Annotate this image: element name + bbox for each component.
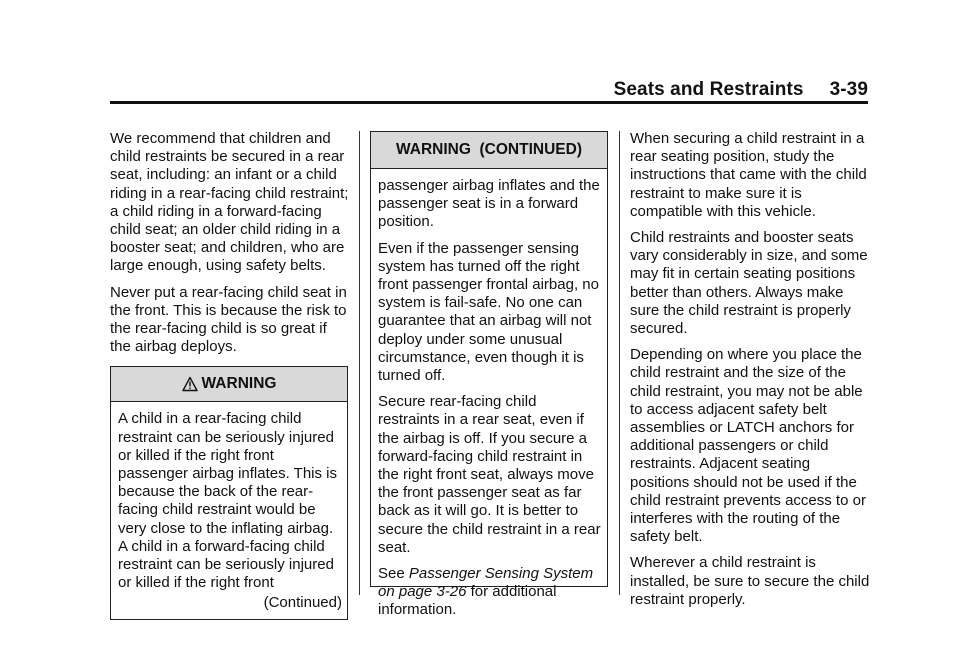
paragraph-secure-properly: Wherever a child restraint is installed, be sure to secure the child restraint properly. xyxy=(630,554,870,608)
paragraph-adjacent-positions: Depending on where you place the child restraint and the size of the child restraint, you may not be able to access adjacent safety belt assemblies or LATCH anchors for additional passengers or child restraints. Adjacent seating positions should not be used if the child restraint prevents access to or interferes with the routing of the safety belt. xyxy=(630,346,866,546)
warning-continued: (Continued) xyxy=(263,594,342,612)
warning-triangle-icon xyxy=(182,376,198,392)
warning-continued-body xyxy=(371,169,607,634)
column-1 xyxy=(110,130,350,620)
warning-body xyxy=(111,402,347,618)
warning-text: A child in a rear-facing child restraint can be seriously injured or killed if the right front passenger airbag inflates. This is because the back of the rear-facing child restraint would be very close to the inflating airbag. A child in a forward-facing child restraint can be seriously injured or killed if the right front xyxy=(118,410,338,592)
warning-paragraph-3: Secure rear-facing child restraints in a rear seat, even if the airbag is off. If you secure a forward-facing child restraint in the right front seat, always move the front passenger seat as far back as it will go. It is better to secure the child restraint in a rear seat. xyxy=(378,393,601,556)
column-divider-1 xyxy=(359,131,360,595)
cross-reference-link[interactable]: Passenger Sensing System on page 3-26 xyxy=(378,565,594,601)
see-tail-text: for additional information. xyxy=(378,583,557,619)
warning-paragraph-4 xyxy=(378,565,601,620)
warning-continued-title: WARNING (CONTINUED) xyxy=(396,140,582,158)
warning-paragraph-2: Even if the passenger sensing system has turned off the right front passenger frontal airbag, no system is fail-safe. No one can guarantee that an airbag will not deploy under some unusual circumstance, even though it is turned off. xyxy=(378,239,599,385)
column-3 xyxy=(630,130,870,617)
page-header xyxy=(0,0,960,105)
warning-paragraph-1: passenger airbag inflates and the passenger seat is in a forward position. xyxy=(378,177,600,231)
warning-header xyxy=(111,367,347,402)
paragraph-rear-seating: When securing a child restraint in a rear seating position, study the instructions that came with the child restraint to make sure it is compatible with this vehicle. xyxy=(630,130,867,220)
warning-continued-header xyxy=(371,132,607,169)
warning-box xyxy=(110,366,348,619)
section-title: Seats and Restraints xyxy=(613,79,804,100)
column-2 xyxy=(370,131,608,619)
page-number: 3-39 xyxy=(829,79,868,100)
paragraph-child-seating: We recommend that children and child restraints be secured in a rear seat, including: an infant or a child riding in a rear-facing child restraint; a child riding in a forward-facing child seat; an older child riding in a booster seat; and children, who are large enough, using safety belts. xyxy=(110,130,349,275)
warning-title: WARNING xyxy=(201,375,277,393)
column-divider-2 xyxy=(619,131,620,595)
paragraph-rear-facing: Never put a rear-facing child seat in the front. This is because the risk to the rear-facing child is so great if the airbag deploys. xyxy=(110,283,347,356)
see-text: See xyxy=(378,565,409,583)
header-rule xyxy=(110,101,868,104)
paragraph-size-vary: Child restraints and booster seats vary considerably in size, and some may fit in certain seating positions better than others. Always make sure the child restraint is properly secured. xyxy=(630,229,868,338)
warning-continued-box xyxy=(370,131,608,619)
header-text xyxy=(614,79,868,101)
